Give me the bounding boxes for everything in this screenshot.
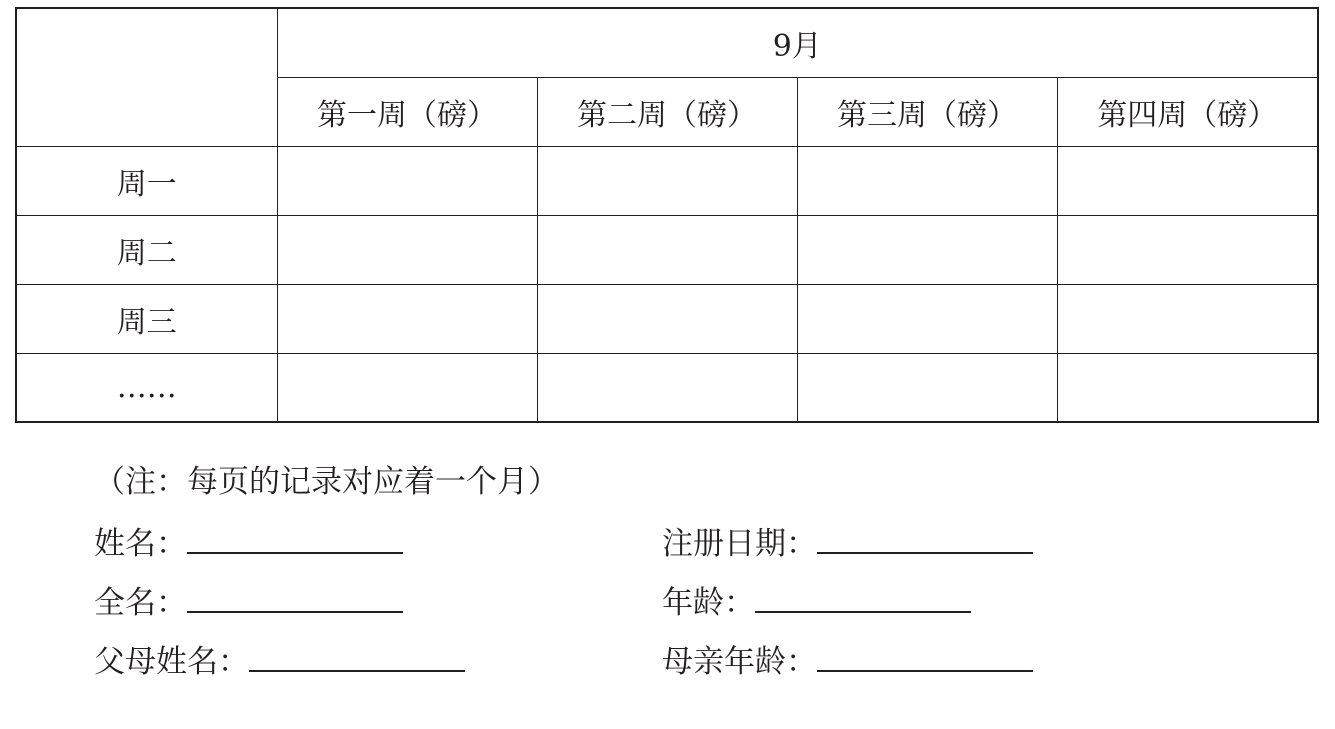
entry-cell[interactable] (537, 284, 797, 353)
mother-age-label: 母亲年龄： (662, 644, 817, 680)
row-label-tuesday: 周二 (16, 215, 277, 284)
row-label-monday: 周一 (16, 146, 277, 215)
entry-cell[interactable] (797, 353, 1057, 422)
entry-cell[interactable] (537, 353, 797, 422)
parent-name-blank[interactable] (249, 640, 465, 672)
entry-cell[interactable] (1057, 146, 1318, 215)
weight-log-table (15, 7, 1319, 423)
row-label-ellipsis: …… (16, 353, 277, 422)
entry-cell[interactable] (277, 284, 537, 353)
entry-cell[interactable] (1057, 284, 1318, 353)
week-header-4: 第四周（磅） (1057, 77, 1318, 146)
entry-cell[interactable] (1057, 215, 1318, 284)
entry-cell[interactable] (277, 353, 537, 422)
entry-cell[interactable] (537, 146, 797, 215)
entry-cell[interactable] (537, 215, 797, 284)
month-note: （注：每页的记录对应着一个月） (94, 464, 559, 500)
entry-cell[interactable] (797, 215, 1057, 284)
register-date-blank[interactable] (817, 522, 1033, 554)
table-row (16, 284, 1318, 353)
entry-cell[interactable] (1057, 353, 1318, 422)
table-corner-cell (16, 8, 277, 146)
age-label: 年龄： (662, 585, 755, 621)
name-field (94, 522, 403, 564)
mother-age-blank[interactable] (817, 640, 1033, 672)
week-header-1: 第一周（磅） (277, 77, 537, 146)
age-field (662, 581, 971, 623)
entry-cell[interactable] (277, 215, 537, 284)
table-row (16, 353, 1318, 422)
table-row (16, 146, 1318, 215)
full-name-blank[interactable] (187, 581, 403, 613)
week-header-3: 第三周（磅） (797, 77, 1057, 146)
age-blank[interactable] (755, 581, 971, 613)
entry-cell[interactable] (797, 146, 1057, 215)
name-blank[interactable] (187, 522, 403, 554)
register-date-field (662, 522, 1033, 564)
week-header-2: 第二周（磅） (537, 77, 797, 146)
full-name-field (94, 581, 403, 623)
parent-name-field (94, 640, 465, 682)
parent-name-label: 父母姓名： (94, 644, 249, 680)
row-label-wednesday: 周三 (16, 284, 277, 353)
name-label: 姓名： (94, 526, 187, 562)
table-row (16, 215, 1318, 284)
table-header-row-month (16, 8, 1318, 77)
month-header: 9月 (277, 8, 1318, 77)
entry-cell[interactable] (797, 284, 1057, 353)
entry-cell[interactable] (277, 146, 537, 215)
register-date-label: 注册日期： (662, 526, 817, 562)
full-name-label: 全名： (94, 585, 187, 621)
mother-age-field (662, 640, 1033, 682)
